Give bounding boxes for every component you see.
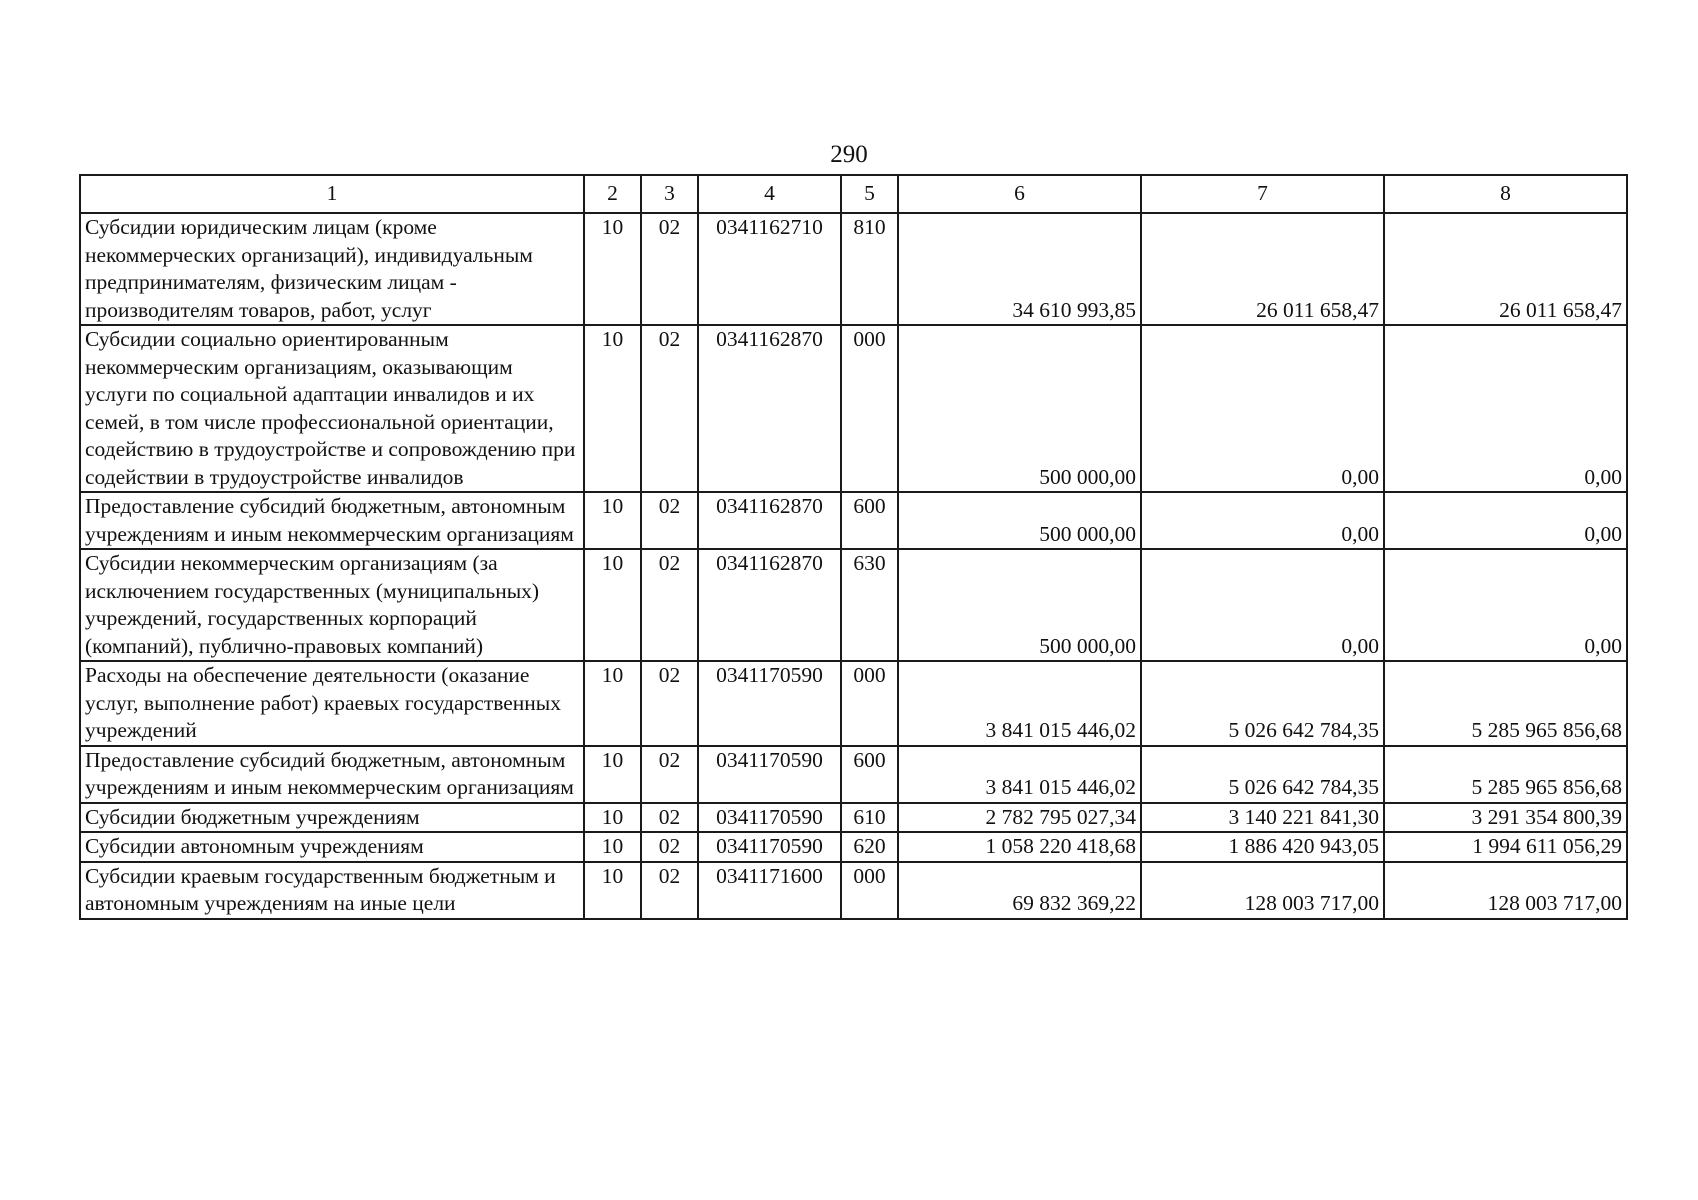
amount-column-6: 34 610 993,85 — [898, 213, 1141, 325]
column-header: 3 — [641, 175, 698, 213]
subsection-code: 02 — [641, 549, 698, 661]
section-code: 10 — [584, 549, 641, 661]
page-number: 290 — [830, 141, 868, 168]
amount-column-8: 3 291 354 800,39 — [1384, 803, 1627, 833]
table-row — [80, 492, 1627, 549]
amount-column-7: 26 011 658,47 — [1141, 213, 1384, 325]
section-code: 10 — [584, 325, 641, 492]
subsection-code: 02 — [641, 213, 698, 325]
amount-column-8: 5 285 965 856,68 — [1384, 661, 1627, 746]
target-article-code: 0341170590 — [698, 661, 841, 746]
amount-column-8: 128 003 717,00 — [1384, 862, 1627, 919]
column-header: 7 — [1141, 175, 1384, 213]
amount-column-8: 1 994 611 056,29 — [1384, 832, 1627, 862]
amount-column-8: 5 285 965 856,68 — [1384, 746, 1627, 803]
target-article-code: 0341162870 — [698, 549, 841, 661]
amount-column-8: 0,00 — [1384, 325, 1627, 492]
row-description: Субсидии краевым государственным бюджетным и автономным учреждениям на иные цели — [80, 862, 584, 919]
subsection-code: 02 — [641, 746, 698, 803]
amount-column-6: 3 841 015 446,02 — [898, 746, 1141, 803]
row-description: Субсидии некоммерческим организациям (за исключением государственных (муниципальных) учреждений, государственных корпораций (компаний), публично-правовых компаний) — [80, 549, 584, 661]
target-article-code: 0341162870 — [698, 492, 841, 549]
row-description: Предоставление субсидий бюджетным, автономным учреждениям и иным некоммерческим организациям — [80, 492, 584, 549]
target-article-code: 0341162870 — [698, 325, 841, 492]
expense-type-code: 600 — [841, 746, 898, 803]
table-row — [80, 832, 1627, 862]
row-description: Субсидии автономным учреждениям — [80, 832, 584, 862]
section-code: 10 — [584, 832, 641, 862]
table-row — [80, 213, 1627, 325]
target-article-code: 0341170590 — [698, 746, 841, 803]
row-description: Расходы на обеспечение деятельности (оказание услуг, выполнение работ) краевых государственных учреждений — [80, 661, 584, 746]
section-code: 10 — [584, 213, 641, 325]
amount-column-8: 26 011 658,47 — [1384, 213, 1627, 325]
subsection-code: 02 — [641, 661, 698, 746]
amount-column-7: 0,00 — [1141, 492, 1384, 549]
subsection-code: 02 — [641, 492, 698, 549]
table-row — [80, 325, 1627, 492]
subsection-code: 02 — [641, 862, 698, 919]
column-header: 4 — [698, 175, 841, 213]
column-header: 2 — [584, 175, 641, 213]
table-row — [80, 746, 1627, 803]
table-row — [80, 862, 1627, 919]
budget-table — [79, 174, 1628, 920]
amount-column-6: 1 058 220 418,68 — [898, 832, 1141, 862]
section-code: 10 — [584, 746, 641, 803]
column-header: 8 — [1384, 175, 1627, 213]
amount-column-7: 5 026 642 784,35 — [1141, 746, 1384, 803]
row-description: Субсидии бюджетным учреждениям — [80, 803, 584, 833]
expense-type-code: 600 — [841, 492, 898, 549]
target-article-code: 0341170590 — [698, 832, 841, 862]
subsection-code: 02 — [641, 325, 698, 492]
table-row — [80, 549, 1627, 661]
amount-column-6: 2 782 795 027,34 — [898, 803, 1141, 833]
amount-column-6: 500 000,00 — [898, 549, 1141, 661]
section-code: 10 — [584, 492, 641, 549]
expense-type-code: 620 — [841, 832, 898, 862]
target-article-code: 0341171600 — [698, 862, 841, 919]
expense-type-code: 630 — [841, 549, 898, 661]
row-description: Субсидии юридическим лицам (кроме некоммерческих организаций), индивидуальным предпринимателям, физическим лицам - производителям товаров, работ, услуг — [80, 213, 584, 325]
expense-type-code: 610 — [841, 803, 898, 833]
row-description: Субсидии социально ориентированным некоммерческим организациям, оказывающим услуги по социальной адаптации инвалидов и их семей, в том числе профессиональной ориентации, содействию в трудоустройстве и сопровождению при содействии в трудоустройстве инвалидов — [80, 325, 584, 492]
amount-column-6: 500 000,00 — [898, 492, 1141, 549]
amount-column-8: 0,00 — [1384, 492, 1627, 549]
section-code: 10 — [584, 862, 641, 919]
amount-column-6: 69 832 369,22 — [898, 862, 1141, 919]
expense-type-code: 000 — [841, 661, 898, 746]
amount-column-7: 0,00 — [1141, 549, 1384, 661]
subsection-code: 02 — [641, 803, 698, 833]
amount-column-7: 128 003 717,00 — [1141, 862, 1384, 919]
amount-column-7: 0,00 — [1141, 325, 1384, 492]
amount-column-7: 5 026 642 784,35 — [1141, 661, 1384, 746]
table-row — [80, 661, 1627, 746]
section-code: 10 — [584, 803, 641, 833]
column-header: 1 — [80, 175, 584, 213]
amount-column-7: 3 140 221 841,30 — [1141, 803, 1384, 833]
expense-type-code: 000 — [841, 325, 898, 492]
table-row — [80, 803, 1627, 833]
expense-type-code: 000 — [841, 862, 898, 919]
target-article-code: 0341162710 — [698, 213, 841, 325]
column-header: 6 — [898, 175, 1141, 213]
expense-type-code: 810 — [841, 213, 898, 325]
amount-column-8: 0,00 — [1384, 549, 1627, 661]
table-header-row — [80, 175, 1627, 213]
target-article-code: 0341170590 — [698, 803, 841, 833]
amount-column-6: 3 841 015 446,02 — [898, 661, 1141, 746]
row-description: Предоставление субсидий бюджетным, автономным учреждениям и иным некоммерческим организациям — [80, 746, 584, 803]
subsection-code: 02 — [641, 832, 698, 862]
column-header: 5 — [841, 175, 898, 213]
amount-column-7: 1 886 420 943,05 — [1141, 832, 1384, 862]
amount-column-6: 500 000,00 — [898, 325, 1141, 492]
section-code: 10 — [584, 661, 641, 746]
